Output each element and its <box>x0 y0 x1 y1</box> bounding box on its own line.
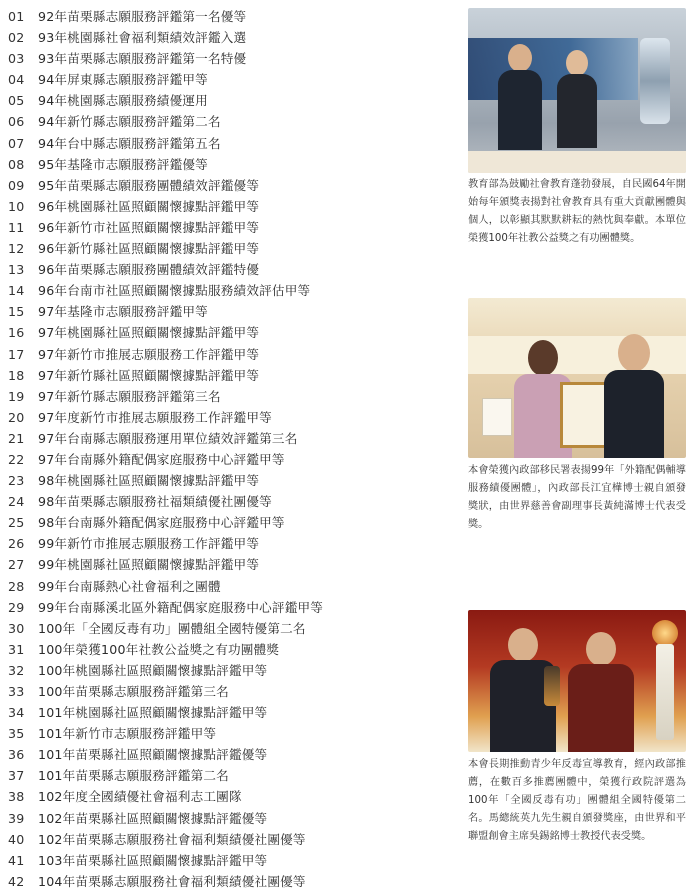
award-text: 101年苗栗縣社區照顧關懷據點評鑑優等 <box>38 747 268 763</box>
award-text: 97年度新竹市推展志願服務工作評鑑甲等 <box>38 409 272 425</box>
award-text: 94年台中縣志願服務評鑑第五名 <box>38 135 221 151</box>
award-item <box>8 407 460 428</box>
photo2-caption: 本會榮獲內政部移民署表揚99年「外籍配偶輔導服務績優團體」，內政部長江宜樺博士親自頒發獎狀，由世界慈善會副理事長黃純滿博士代表受獎。 <box>468 465 686 530</box>
photo-footer-strip <box>468 151 686 173</box>
award-item <box>8 386 460 407</box>
award-text: 100年「全國反毒有功」團體組全國特優第二名 <box>38 620 306 636</box>
award-item <box>8 133 460 154</box>
award-number: 34 <box>8 705 25 721</box>
award-item <box>8 660 460 681</box>
award-text: 99年桃園縣社區照顧關懷據點評鑑甲等 <box>38 557 260 573</box>
award-text: 93年桃園縣社會福利類績效評鑑入選 <box>38 30 247 46</box>
award-number: 09 <box>8 177 25 193</box>
award-text: 97年基隆市志願服務評鑑甲等 <box>38 304 208 320</box>
award-item <box>8 344 460 365</box>
award-number: 07 <box>8 135 25 151</box>
award-text: 98年桃園縣社區照顧關懷據點評鑑甲等 <box>38 473 260 489</box>
stage-banner <box>468 336 686 374</box>
award-number: 01 <box>8 9 25 24</box>
award-number: 29 <box>8 599 25 615</box>
award-text: 97年台南縣志願服務運用單位績效評鑑第三名 <box>38 430 298 446</box>
award-number: 33 <box>8 684 25 699</box>
award-text: 102年度全國績優社會福利志工團隊 <box>38 789 242 805</box>
award-item <box>8 217 460 238</box>
award-number: 13 <box>8 262 25 278</box>
award-number: 32 <box>8 662 25 678</box>
award-text: 99年新竹市推展志願服務工作評鑑甲等 <box>38 536 260 552</box>
award-number: 27 <box>8 557 25 573</box>
award-item <box>8 196 460 217</box>
award-text: 99年台南縣熱心社會福利之團體 <box>38 578 221 594</box>
award-text: 94年屏東縣志願服務評鑑甲等 <box>38 72 208 88</box>
award-item <box>8 554 460 575</box>
award-text: 97年台南縣外籍配偶家庭服務中心評鑑甲等 <box>38 451 285 467</box>
award-number: 41 <box>8 852 25 868</box>
award-number: 21 <box>8 430 25 446</box>
award-item <box>8 259 460 280</box>
stage-banner <box>468 38 638 100</box>
award-text: 94年新竹縣志願服務評鑑第二名 <box>38 114 221 130</box>
award-ceremony-photo-1 <box>468 8 686 173</box>
award-item <box>8 618 460 639</box>
award-number: 37 <box>8 768 25 784</box>
award-text: 97年桃園縣社區照顧關懷據點評鑑甲等 <box>38 325 260 341</box>
award-text: 100年榮獲100年社教公益獎之有功團體獎 <box>38 641 280 657</box>
award-item <box>8 765 460 786</box>
award-number: 25 <box>8 515 25 531</box>
award-number: 18 <box>8 367 25 383</box>
award-number: 26 <box>8 536 25 552</box>
award-number: 06 <box>8 114 25 130</box>
award-number: 30 <box>8 620 25 636</box>
award-item <box>8 491 460 512</box>
award-text: 96年桃園縣社區照顧關懷據點評鑑甲等 <box>38 198 260 214</box>
award-item <box>8 576 460 597</box>
award-item <box>8 48 460 69</box>
award-item <box>8 850 460 871</box>
award-number: 10 <box>8 198 25 214</box>
award-number: 16 <box>8 325 25 341</box>
award-number: 08 <box>8 156 25 172</box>
award-ceremony-photo-2 <box>468 298 686 458</box>
award-item <box>8 533 460 554</box>
award-text: 96年新竹縣社區照顧關懷據點評鑑甲等 <box>38 241 260 257</box>
award-number: 40 <box>8 831 25 847</box>
certificate-board <box>482 398 512 436</box>
award-item <box>8 723 460 744</box>
award-number: 03 <box>8 51 25 67</box>
award-item <box>8 301 460 322</box>
award-text: 97年新竹縣社區照顧關懷據點評鑑甲等 <box>38 367 260 383</box>
award-text: 95年基隆市志願服務評鑑優等 <box>38 156 208 172</box>
award-item <box>8 829 460 850</box>
award-item <box>8 365 460 386</box>
award-item <box>8 69 460 90</box>
award-text: 98年台南縣外籍配偶家庭服務中心評鑑甲等 <box>38 515 285 531</box>
award-text: 100年苗栗縣志願服務評鑑第三名 <box>38 684 229 699</box>
award-text: 100年桃園縣社區照顧關懷據點評鑑甲等 <box>38 662 268 678</box>
award-item <box>8 786 460 807</box>
award-text: 102年苗栗縣社區照顧關懷據點評鑑優等 <box>38 810 268 826</box>
award-text: 101年新竹市志願服務評鑑甲等 <box>38 726 217 742</box>
award-item <box>8 280 460 301</box>
award-number: 31 <box>8 641 25 657</box>
award-text: 102年苗栗縣志願服務社會福利類績優社團優等 <box>38 831 306 847</box>
award-number: 35 <box>8 726 25 742</box>
award-number: 05 <box>8 93 25 109</box>
award-text: 95年苗栗縣志願服務團體績效評鑑優等 <box>38 177 260 193</box>
award-item <box>8 449 460 470</box>
award-number: 14 <box>8 283 25 299</box>
award-item <box>8 639 460 660</box>
award-item <box>8 175 460 196</box>
award-text: 94年桃園縣志願服務績優運用 <box>38 93 208 109</box>
award-number: 39 <box>8 810 25 826</box>
award-item <box>8 27 460 48</box>
award-item <box>8 6 460 27</box>
award-text: 98年苗栗縣志願服務社福類績優社團優等 <box>38 494 272 510</box>
award-number: 22 <box>8 451 25 467</box>
award-number: 38 <box>8 789 25 805</box>
award-number: 15 <box>8 304 25 320</box>
award-item <box>8 744 460 765</box>
award-number: 02 <box>8 30 25 46</box>
award-number: 12 <box>8 241 25 257</box>
award-number: 28 <box>8 578 25 594</box>
award-text: 99年台南縣溪北區外籍配偶家庭服務中心評鑑甲等 <box>38 599 324 615</box>
award-item <box>8 90 460 111</box>
award-item <box>8 154 460 175</box>
photo1-caption: 教育部為鼓勵社會教育蓬勃發展，自民國64年開始每年頒獎表揚對社會教育具有重大貢獻團體與個人，以彰顯其默默耕耘的熱忱與奉獻。本單位榮獲100年社教公益獎之有功團體獎。 <box>468 179 686 244</box>
award-text: 103年苗栗縣社區照顧關懷據點評鑑甲等 <box>38 852 268 868</box>
award-text: 96年台南市社區照顧關懷據點服務績效評估甲等 <box>38 283 311 299</box>
award-item <box>8 428 460 449</box>
award-item <box>8 871 460 892</box>
award-text: 93年苗栗縣志願服務評鑑第一名特優 <box>38 51 247 67</box>
award-number: 04 <box>8 72 25 88</box>
photo3-caption: 本會長期推動青少年反毒宣導教育，經內政部推薦，在數百多推薦團體中，榮獲行政院評選為100年「全國反毒有功」團體組全國特優第二名。馬總統英九先生親自頒發獎座，由世界和平聯盟創會主席吳錫銘博士教授代表受獎。 <box>468 759 686 842</box>
award-text: 97年新竹市推展志願服務工作評鑑甲等 <box>38 346 260 362</box>
award-text: 101年桃園縣社區照顧關懷據點評鑑甲等 <box>38 705 268 721</box>
award-item <box>8 597 460 618</box>
award-item <box>8 238 460 259</box>
award-item <box>8 702 460 723</box>
award-number: 42 <box>8 873 25 889</box>
award-item <box>8 111 460 132</box>
award-number: 20 <box>8 409 25 425</box>
award-item <box>8 808 460 829</box>
award-text: 92年苗栗縣志願服務評鑑第一名優等 <box>38 9 247 24</box>
award-text: 96年新竹市社區照顧關懷據點評鑑甲等 <box>38 219 260 235</box>
award-text: 97年新竹縣志願服務評鑑第三名 <box>38 388 221 404</box>
award-text: 101年苗栗縣志願服務評鑑第二名 <box>38 768 229 784</box>
award-number: 23 <box>8 473 25 489</box>
award-number: 11 <box>8 219 25 235</box>
award-item <box>8 512 460 533</box>
award-item <box>8 322 460 343</box>
award-number: 36 <box>8 747 25 763</box>
award-ceremony-photo-3 <box>468 610 686 752</box>
awards-list <box>8 6 460 892</box>
award-number: 19 <box>8 388 25 404</box>
award-number: 17 <box>8 346 25 362</box>
award-item <box>8 681 460 702</box>
award-number: 24 <box>8 494 25 510</box>
award-item <box>8 470 460 491</box>
award-text: 96年苗栗縣志願服務團體績效評鑑特優 <box>38 262 260 278</box>
award-text: 104年苗栗縣志願服務社會福利類績優社團優等 <box>38 873 306 889</box>
